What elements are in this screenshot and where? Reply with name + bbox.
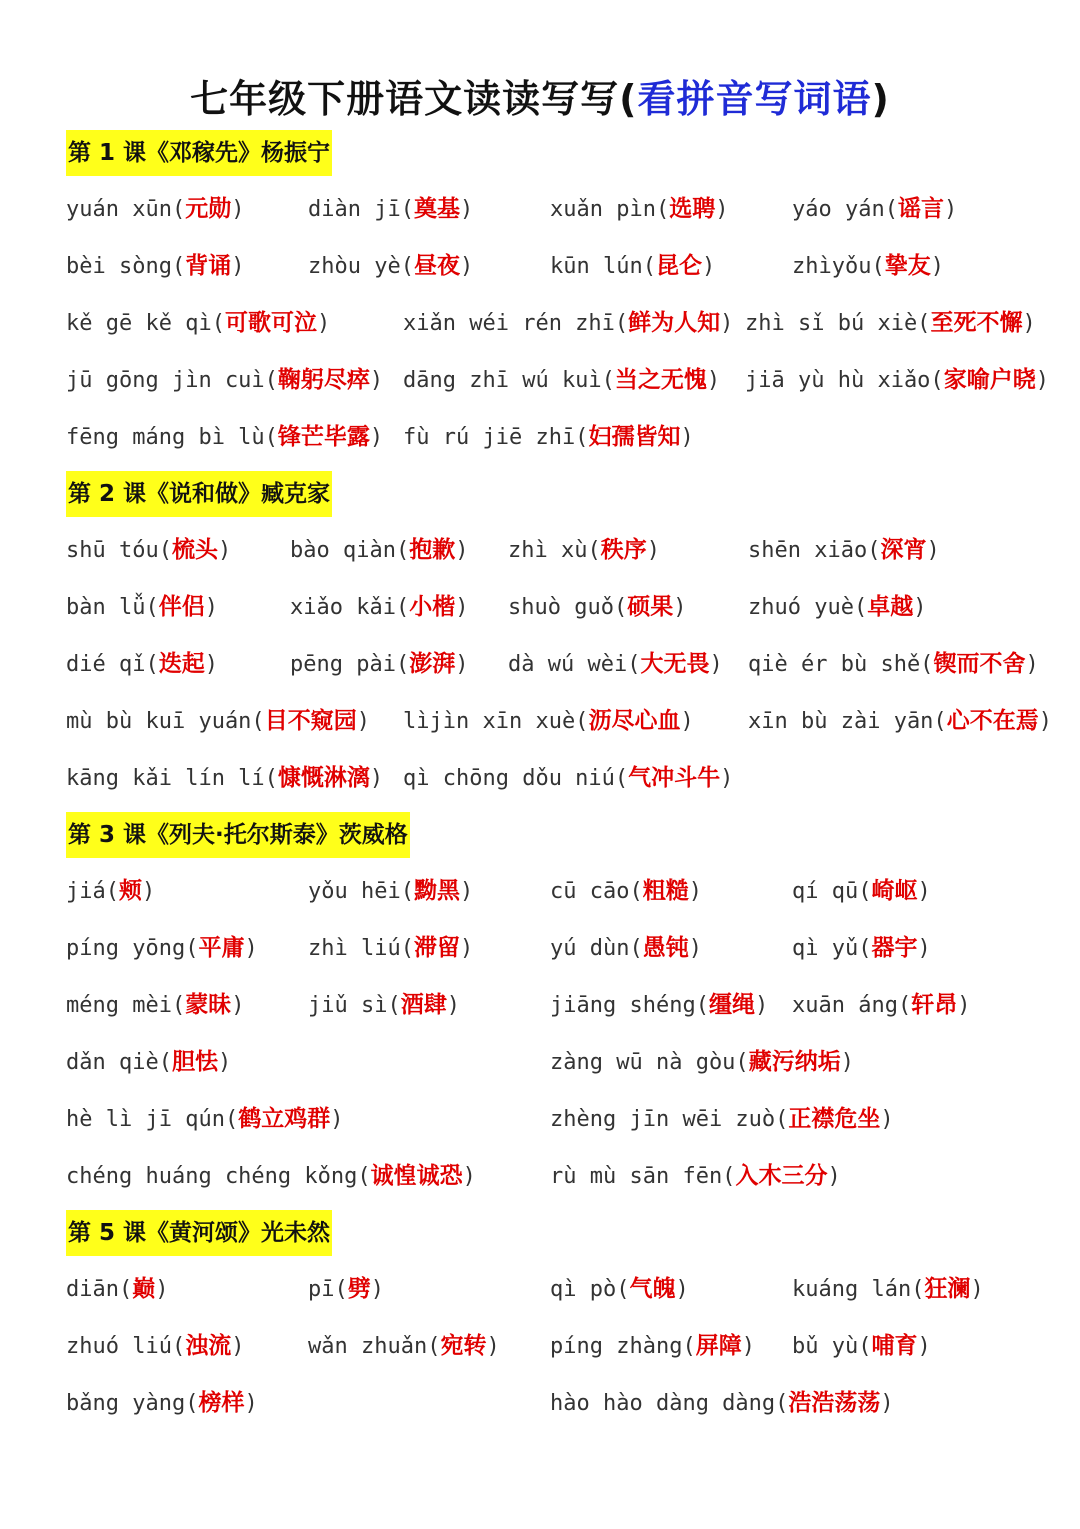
vocab-item: chéng huáng chéng kǒng(诚惶诚恐) [66, 1163, 476, 1189]
vocab-item: jū gōng jìn cuì(鞠躬尽瘁) [66, 367, 384, 393]
vocab-item: zhìyǒu(挚友) [792, 253, 944, 279]
vocab-item: diàn jī(奠基) [308, 196, 474, 222]
vocab-item: zhèng jīn wēi zuò(正襟危坐) [550, 1106, 894, 1132]
vocab-item: lìjìn xīn xuè(沥尽心血) [403, 708, 694, 734]
vocab-item: jiǔ sì(酒肆) [308, 992, 460, 1018]
lesson-header: 第 5 课《黄河颂》光未然 [66, 1210, 332, 1256]
vocab-item: zàng wū nà gòu(藏污纳垢) [550, 1049, 854, 1075]
vocab-item: píng zhàng(屏障) [550, 1333, 755, 1359]
vocab-item: pī(劈) [308, 1276, 384, 1302]
vocab-item: kě gē kě qì(可歌可泣) [66, 310, 331, 336]
vocab-item: zhì xù(秩序) [508, 537, 660, 563]
vocab-item: xuǎn pìn(选聘) [550, 196, 729, 222]
vocab-item: qì pò(气魄) [550, 1276, 689, 1302]
vocab-item: xiǎo kǎi(小楷) [290, 594, 469, 620]
vocab-item: diān(巅) [66, 1276, 169, 1302]
lesson-header: 第 1 课《邓稼先》杨振宁 [66, 130, 332, 176]
vocab-item: xīn bù zài yān(心不在焉) [748, 708, 1052, 734]
lesson-header: 第 3 课《列夫·托尔斯泰》茨威格 [66, 812, 410, 858]
vocab-item: yǒu hēi(黝黑) [308, 878, 474, 904]
lesson-header: 第 2 课《说和做》臧克家 [66, 471, 332, 517]
vocab-item: dāng zhī wú kuì(当之无愧) [403, 367, 721, 393]
vocab-item: zhì liú(滞留) [308, 935, 474, 961]
vocab-item: shū tóu(梳头) [66, 537, 232, 563]
vocab-item: qì chōng dǒu niú(气冲斗牛) [403, 765, 734, 791]
vocab-item: dié qǐ(迭起) [66, 651, 218, 677]
vocab-item: qí qū(崎岖) [792, 878, 931, 904]
page-title-highlight: 看拼音写词语 [637, 77, 872, 121]
vocab-item: bǔ yù(哺育) [792, 1333, 931, 1359]
vocab-item: yuán xūn(元勋) [66, 196, 245, 222]
vocab-item: dà wú wèi(大无畏) [508, 651, 723, 677]
vocab-item: rù mù sān fēn(入木三分) [550, 1163, 841, 1189]
vocab-item: zhuó liú(浊流) [66, 1333, 245, 1359]
vocab-item: qì yǔ(器宇) [792, 935, 931, 961]
vocab-item: shuò guǒ(硕果) [508, 594, 687, 620]
vocab-item: zhì sǐ bú xiè(至死不懈) [745, 310, 1036, 336]
vocab-item: yáo yán(谣言) [792, 196, 958, 222]
vocab-item: bàn lǚ(伴侣) [66, 594, 218, 620]
vocab-item: mù bù kuī yuán(目不窥园) [66, 708, 370, 734]
vocab-item: qiè ér bù shě(锲而不舍) [748, 651, 1039, 677]
vocab-item: kūn lún(昆仑) [550, 253, 716, 279]
vocab-item: fēng máng bì lù(锋芒毕露) [66, 424, 384, 450]
vocab-item: zhuó yuè(卓越) [748, 594, 927, 620]
vocab-item: méng mèi(蒙昧) [66, 992, 245, 1018]
vocab-item: yú dùn(愚钝) [550, 935, 702, 961]
vocab-item: kāng kǎi lín lí(慷慨淋漓) [66, 765, 384, 791]
vocab-item: fù rú jiē zhī(妇孺皆知) [403, 424, 694, 450]
vocab-item: xiǎn wéi rén zhī(鲜为人知) [403, 310, 734, 336]
vocab-item: shēn xiāo(深宵) [748, 537, 940, 563]
vocab-item: kuáng lán(狂澜) [792, 1276, 984, 1302]
vocab-item: jiā yù hù xiǎo(家喻户晓) [745, 367, 1049, 393]
vocab-item: dǎn qiè(胆怯) [66, 1049, 232, 1075]
vocab-item: píng yōng(平庸) [66, 935, 258, 961]
vocab-item: bào qiàn(抱歉) [290, 537, 469, 563]
vocab-item: cū cāo(粗糙) [550, 878, 702, 904]
vocab-item: jiāng shéng(缰绳) [550, 992, 769, 1018]
vocab-item: zhòu yè(昼夜) [308, 253, 474, 279]
vocab-item: xuān áng(轩昂) [792, 992, 971, 1018]
vocab-item: hè lì jī qún(鹤立鸡群) [66, 1106, 344, 1132]
page-title: 七年级下册语文读读写写(看拼音写词语) [190, 77, 890, 121]
vocab-item: bǎng yàng(榜样) [66, 1390, 258, 1416]
vocab-item: jiá(颊) [66, 878, 156, 904]
vocab-item: bèi sòng(背诵) [66, 253, 245, 279]
vocab-item: wǎn zhuǎn(宛转) [308, 1333, 500, 1359]
vocab-item: hào hào dàng dàng(浩浩荡荡) [550, 1390, 894, 1416]
vocab-item: pēng pài(澎湃) [290, 651, 469, 677]
